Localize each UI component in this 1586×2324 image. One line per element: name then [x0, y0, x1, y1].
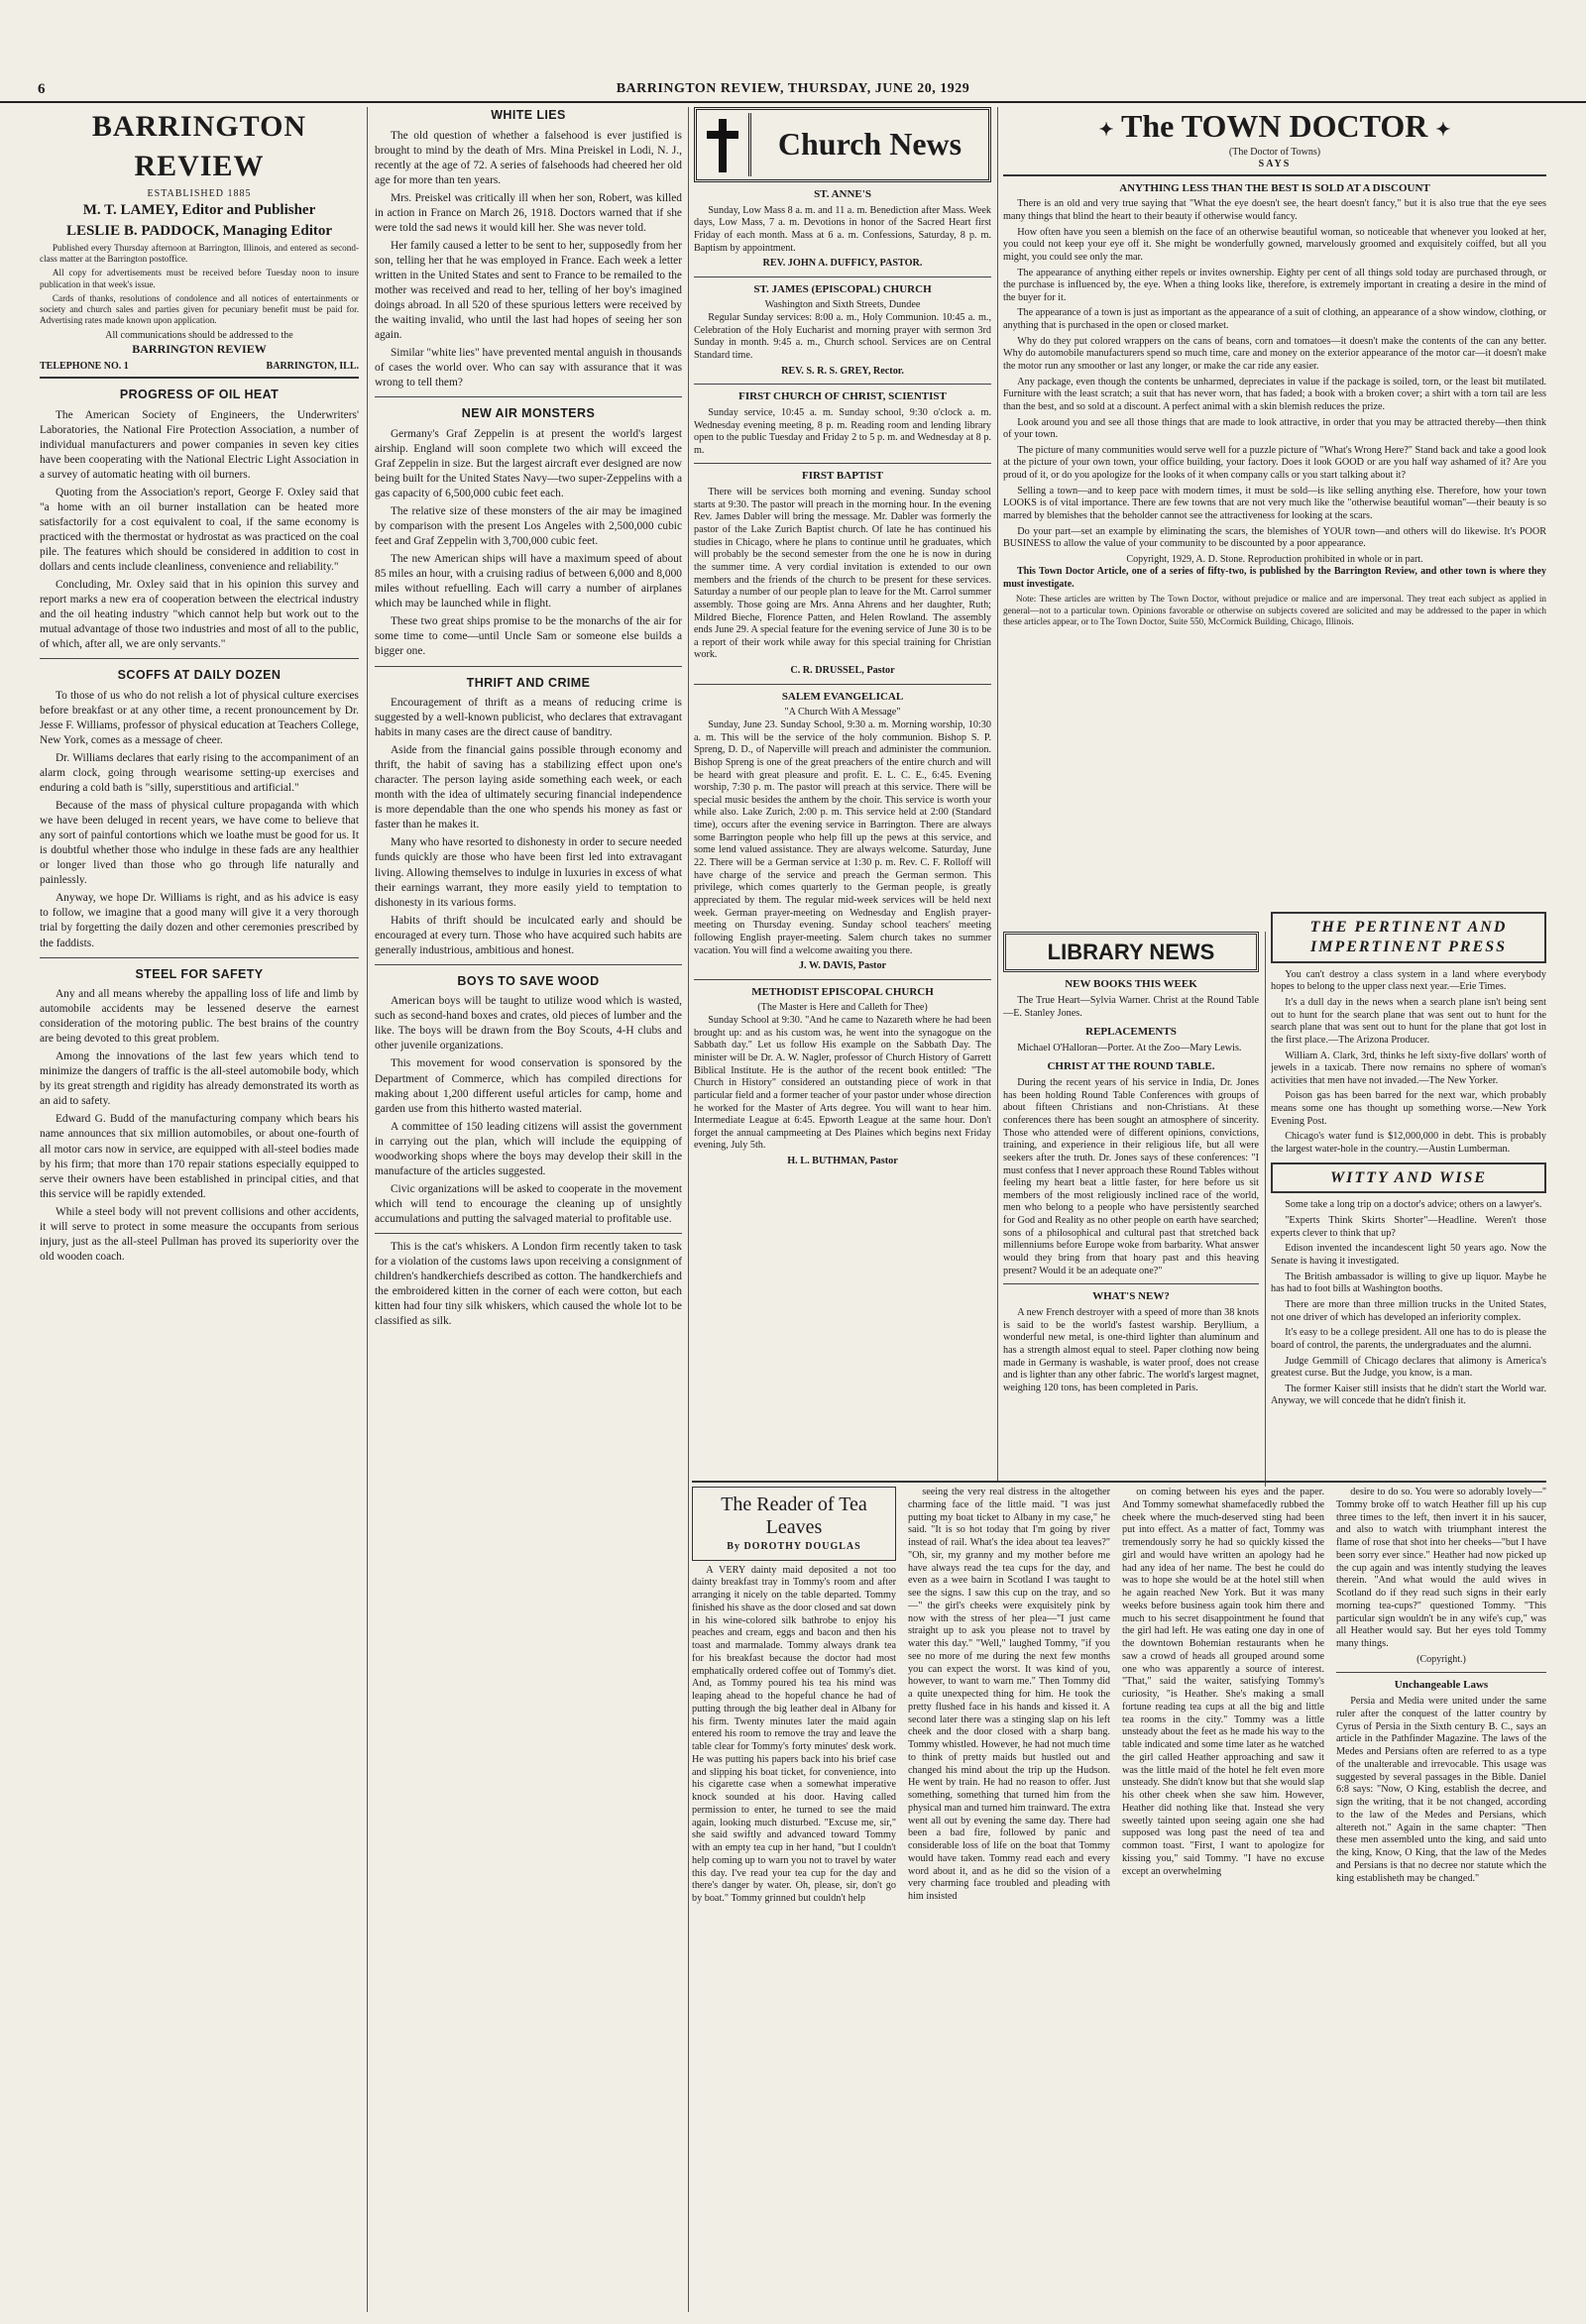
st-annes-head: ST. ANNE'S [814, 188, 871, 200]
town-doctor-title: The TOWN DOCTOR [1121, 108, 1428, 144]
white-lies-p4: Similar "white lies" have prevented mental anguish in thousands of cases the world over. Who can say with assurance that it was wrong to tell them? [375, 347, 682, 389]
boys-wood-p3: A committee of 150 leading citizens will assist the government in carrying out the plan, which will include the equipping of woodworking shops where the boys may develop their skill in the manufacture of the articles suggested. [375, 1120, 682, 1177]
air-monsters-title: NEW AIR MONSTERS [461, 406, 596, 421]
st-james-head: ST. JAMES (EPISCOPAL) CHURCH [753, 282, 932, 295]
methodist-sub: (The Master is Here and Calleth for Thee) [757, 1002, 928, 1014]
witty-p6: It's easy to be a college president. All one has to do is please the board of control, the parents, the undergraduates and the alumni. [1271, 1327, 1546, 1351]
tea-byline: By DOROTHY DOUGLAS [727, 1541, 861, 1552]
masthead-cards: Cards of thanks, resolutions of condolence and all notices of entertainments or society and church sales and parties given for pecuniary benefit must be paid for. Advertising rates made known upon application. [40, 292, 359, 326]
thrift-p2: Aside from the financial gains possible through economy and thrift, the habit of saving has a stabilizing effect upon one's character. The person laying aside something each week, or each month with the idea of ultimately securing financial independence is more dependable than the one who spends his money as fast or faster than he makes it. [375, 744, 682, 831]
library-news [1003, 932, 1259, 1487]
divider [40, 957, 359, 958]
column-rule [1265, 932, 1266, 1487]
baptist-head: FIRST BAPTIST [801, 470, 884, 483]
witty-p1: Some take a long trip on a doctor's advice; others on a lawyer's. [1285, 1199, 1542, 1211]
whats-new-head: WHAT'S NEW? [1092, 1290, 1170, 1303]
witty-p3: Edison invented the incandescent light 50 years ago. Now the Senate is having it investigated. [1271, 1243, 1546, 1268]
library-books: The True Heart—Sylvia Warner. Christ at the Round Table—E. Stanley Jones. [1003, 994, 1259, 1019]
salem-head: SALEM EVANGELICAL [781, 690, 904, 703]
church-news-box [694, 107, 991, 182]
town-doctor-article [1003, 107, 1546, 949]
town-doctor-p3: The appearance of anything either repels or invites ownership. Eighty per cent of all things sold today are purchased through, or the purchase is influenced by, the eye. When a thing looks like, therefore, is extremely important in creating a desire in the mind of the buyer for it. [1003, 267, 1546, 303]
tea-title-box [692, 1487, 896, 1561]
whats-new-body: A new French destroyer with a speed of more than 38 knots is said to be the world's fastest warship. Beryllium, a wonderful new metal, is one-third lighter than aluminum and has a strength almost equal to steel. Paper clothing now being made in Germany is washable, is water proof, does not crease and is lighter than any other fabric. The world's largest magnet, weighing 120 tons, has been completed in Paris. [1003, 1306, 1259, 1393]
salem-body: Sunday, June 23. Sunday School, 9:30 a. m. Morning worship, 10:30 a. m. This will be the service of the holy communion. Bishop S. P. Spreng, D. D., of Naperville will preach and administer the communion. Bishop Spreng is one of the great preachers of the entire church and will be heard with great pleasure and profit. E. L. C. E., 6:45. Evening worship, 7:30 p. m. The pastor will preach at this service. There will be special music besides the anthem by the choir. This service is worth your while also. Lake Zurich, 2:00 p. m. This service held at 2:00 (Standard time), occurs after the evening service in Barrington. There are always some Barrington people who help fill up the pews at this service, and some lend valued assistance. They are always welcome. Saturday, June 22. There will be a German service at 1:30 p. m. Rev. C. F. Rolloff will have charge of the service and preach the German sermon. This privilege, which comes quarterly to the German people, is greatly appreciated by them. The regular mid-week services will be held next week. German prayer-meeting on Wednesday and English prayer-meeting on Thursday evening. Sunday school teachers' meeting following English prayer-meeting. Salem church takes no summer vacation. You will find a welcome awaiting you there. [694, 719, 991, 956]
column-2 [375, 107, 682, 2312]
town-doctor-series: This Town Doctor Article, one of a series of fifty-two, is published by the Barrington Review, and other town is where they must investigate. [1003, 566, 1546, 590]
town-doctor-p9: Selling a town—and to keep pace with modern times, it must be sold—is like selling anything else. Therefore, how your town LOOKS is of vital importance. There are few towns that are not very much like the "otherwise beautiful woman"—their beauty is so marred by blemishes that the beholder cannot see the attractiveness for looking at the scars. [1003, 485, 1546, 522]
salem-pastor: J. W. DAVIS, Pastor [798, 960, 887, 972]
masthead-notice: Published every Thursday afternoon at Barrington, Illinois, and entered as second-class matter at the Barrington postoffice. [40, 242, 359, 265]
tea-leaves-story [692, 1487, 1546, 2312]
divider [375, 964, 682, 965]
steel-p2: Among the innovations of the last few years which tend to minimize the dangers of traffic is the all-steel automobile body, which by its great strength and rigidity has already demonstrated its worth as an aid to safety. [40, 1051, 359, 1108]
page-header [0, 81, 1586, 103]
masthead-phone: TELEPHONE NO. 1 [40, 360, 129, 372]
town-doctor-p10: Do your part—set an example by eliminating the scars, the blemishes of YOUR town—and others will do likewise. It's POOR BUSINESS to allow the value of your community to be discounted by a poor appearance. [1003, 525, 1546, 550]
thrift-title: THRIFT AND CRIME [466, 675, 591, 690]
oil-heat-p3: Concluding, Mr. Oxley said that in his opinion this survey and report marks a new era of cooperation between the electrical industry and the oil heating industry "which cannot help but work out to the mutual advantage of those two industries and most of all to the public, of which, after all, we are only servants." [40, 579, 359, 651]
column-3-church [694, 107, 991, 1483]
divider [692, 1481, 1546, 1483]
page-header-text: BARRINGTON REVIEW, THURSDAY, JUNE 20, 1929 [616, 81, 970, 96]
tea-c2: seeing the very real distress in the altogether charming face of the little maid. "I was just putting my boat ticket to Albany in my case," he said. "It is so hot today that I'm going by river instead of rail. What's the idea about tea leaves?" "Oh, sir, my granny and my mother before me have always read the tea cups for the day, and even as a wee bairn in Scotland I was taught to see the signs. I saw this cup on the tray, and so—" the girl's cheeks were exquisitely pink by now with the stress of her plea—"I just came straight up to ask you please not to travel by water this day." "Well," laughed Tommy, "if you see no more of me during the next few months you can expect the worst. It was kind of you, however, to want to warn me." Then Tommy did a quite unexpected thing for him. He took the pretty flushed face in his hands and kissed it. A second later there was a stinging slap on his left cheek and the door closed with a sharp bang. Tommy whistled. However, he had not much time to think of pretty maids but hustled out and changed his mind about the trip up the Hudson. He went by train. He had no reason to offer. Just something, something that turned him from the physical man and turned him trainward. The extra went all out by evening the same day. There had been a bad fire, followed by panic and considerable loss of life on the boat that Tommy would have taken. Tommy read each and every word about it, and as he did so the vision of a very charming face troubled and pleading with him insisted [908, 1487, 1110, 1902]
masthead-title: BARRINGTON REVIEW [91, 110, 307, 182]
st-james-rector: REV. S. R. S. GREY, Rector. [781, 365, 904, 377]
column-rule [688, 107, 689, 2312]
baptist-pastor: C. R. DRUSSEL, Pastor [790, 665, 895, 677]
tea-column-1 [692, 1487, 896, 2312]
tea-title: The Reader of Tea Leaves [721, 1494, 867, 1538]
pertinent-p3: William A. Clark, 3rd, thinks he left sixty-five dollars' worth of jewels in a taxicab. There now remains no sphere of woman's activities that men have not invaded.—The New Yorker. [1271, 1050, 1546, 1086]
library-christ-head: CHRIST AT THE ROUND TABLE. [1047, 1060, 1215, 1073]
air-monsters-p4: These two great ships promise to be the monarchs of the air for some time to come—until Uncle Sam or someone else builds a bigger one. [375, 615, 682, 658]
witty-p4: The British ambassador is willing to give up liquor. Maybe he has had to foot bills at Washington booths. [1271, 1271, 1546, 1295]
witty-p7: Judge Gemmill of Chicago declares that alimony is America's greatest curse. But the Judge, you know, is a man. [1271, 1355, 1546, 1380]
tea-column-4 [1336, 1487, 1546, 2312]
methodist-pastor: H. L. BUTHMAN, Pastor [787, 1156, 898, 1167]
st-annes-pastor: REV. JOHN A. DUFFICY, PASTOR. [762, 258, 923, 270]
pertinent-p1: You can't destroy a class system in a land where everybody hopes to belong to the upper class next year.—Erie Times. [1271, 968, 1546, 993]
scoffs-p3: Because of the mass of physical culture propaganda with which we have been deluged in recent years, we have come to believe that any sort of painful contortions which we loathe must be good for us. It is doubtful whether those who indulge in these fads are any healthier or longer lived than those who go through life naturally and painlessly. [40, 800, 359, 887]
town-doctor-p5: Why do they put colored wrappers on the cans of beans, corn and tomatoes—it doesn't make the contents of the can any better. Why do automobile manufacturers spend so much time, care and money on the exterior appearance of the motor car—it doesn't make the motor run any smoother or last any longer, or make the car ride any easier. [1003, 335, 1546, 372]
masthead-address-line: All communications should be addressed to the [105, 329, 293, 341]
town-doctor-p7: Look around you and see all those things that are made to look attractive, in order that you may be attracted thereby—then think of your town. [1003, 416, 1546, 441]
pertinent-title: THE PERTINENT AND IMPERTINENT PRESS [1271, 912, 1546, 963]
masthead-city: BARRINGTON, ILL. [266, 360, 359, 372]
divider [375, 396, 682, 397]
divider [375, 1233, 682, 1234]
steel-p1: Any and all means whereby the appalling loss of life and limb by automobile accidents may be lessened deserve the earnest consideration of the motoring public. The best brains of the country are being devoted to this great problem. [40, 988, 359, 1046]
baptist-body: There will be services both morning and evening. Sunday school starts at 9:30. The pastor will preach in the morning hour. In the evening Rev. James Dabler will bring the message. Mr. Dabler was formerly the pastor of the Lake Zurich Baptist church. Of late he has continued his studies in Chicago, where he plans to continue until he graduates, which will probably be the second semester from the one he is now in during the summer time. A very cordial invitation is extended to our own members and the friends of the church to be present for these services. Saturday a number of our people plan to leave for the Mt. Carrol summer assembly. Those going are Mrs. Anna Ahrens and her daughter, Ruth; Mildred Bieche, Florence Patten, and Helen Rowland. The assembly ends June 29. A special feature for the evening service of June 30 is to be a report of their work while away for this special training for Christian work. [694, 487, 991, 661]
witty-p5: There are more than three million trucks in the United States, not one driver of which has developed an inferiority complex. [1271, 1298, 1546, 1323]
pertinent-p5: Chicago's water fund is $12,000,000 in debt. This is probably the largest water-hole in the country.—Austin Lumberman. [1271, 1131, 1546, 1155]
masthead-editor: M. T. LAMEY, Editor and Publisher [82, 202, 316, 219]
witty-p2: "Experts Think Skirts Shorter"—Headline. Weren't those experts clever to think that up? [1271, 1215, 1546, 1239]
divider [694, 684, 991, 685]
white-lies-p1: The old question of whether a falsehood is ever justified is brought to mind by the death of Mrs. Mina Preiskel in Lodi, N. J., recently at the age of 72. A series of falsehoods had cheered her old age for more than ten years. [375, 129, 682, 186]
steel-title: STEEL FOR SAFETY [135, 966, 264, 981]
air-monsters-p3: The new American ships will have a maximum speed of about 85 miles an hour, with a cruising radius of between 6,000 and 8,000 miles without refuelling. Each will carry a number of airplanes which may be launched while in flight. [375, 553, 682, 610]
town-doctor-p2: How often have you seen a blemish on the face of an otherwise beautiful woman, so noticeable that whenever you looked at her, you could not keep your eye off it. She might be wonderfully gowned, marvelously groomed and exquisitely coiffed, but all you might, you could see only the mar. [1003, 226, 1546, 263]
divider [375, 666, 682, 667]
town-doctor-note: Note: These articles are written by The Town Doctor, without prejudice or malice and are impersonal. They treat each subject as applied in general—not to a particular town. Opinions favorable or otherwise on subjects covered are solicited and may be addressed to the paper in which these articles appear, or to The Town Doctor, Suite 550, McCormick Building, Chicago, Illinois. [1003, 594, 1546, 626]
masthead [40, 107, 359, 379]
white-lies-p2: Mrs. Preiskel was critically ill when her son, Robert, was killed in action in France on March 26, 1918. Doctors warned that if she were told the sad news it would kill her. She was never told. [375, 191, 682, 234]
masthead-address-name: BARRINGTON REVIEW [132, 342, 267, 356]
white-lies-title: WHITE LIES [491, 108, 566, 122]
tea-column-3 [1122, 1487, 1324, 2312]
library-replacements-head: REPLACEMENTS [1085, 1026, 1177, 1039]
town-doctor-header: ✦ The TOWN DOCTOR ✦ (The Doctor of Towns) SAYS [1003, 107, 1546, 176]
page-number: 6 [38, 81, 46, 97]
white-lies-p3: Her family caused a letter to be sent to her, supposedly from her son, telling her that he was employed in France. Each week a letter written in the United States and sent to France to be remailed to the mother was received and read to her, telling of her boy's imagined doings abroad. In all 520 of these spurious letters were received by the waiting invalid, who until the last had hopes of seeing her son again. [375, 239, 682, 342]
laws-body: Persia and Media were united under the same ruler after the conquest of the latter country by Cyrus of Persia in the Sixth century B. C., says an article in the Pathfinder Magazine. The laws of the Medes and Persians often are referred to as a type of the unalterable and irrevocable. This usage was suggested by several passages in the Bible. Daniel 6:8 says: "Now, O King, establish the decree, and sign the writing, that it be not changed, according to the law of the Medes and Persians, which altereth not." Again in the same chapter: "Then these men assembled unto the king, and said unto the king, Know, O King, that the law of the Medes and Persians is that no decree nor statute which the king establisheth may be changed." [1336, 1696, 1546, 1884]
air-monsters-p2: The relative size of these monsters of the air may be imagined by comparison with the present Los Angeles with 2,500,000 cubic feet and Graf Zeppelin with 3,700,000 cubic feet. [375, 505, 682, 548]
town-doctor-headline: ANYTHING LESS THAN THE BEST IS SOLD AT A DISCOUNT [1119, 181, 1430, 194]
town-doctor-p8: The picture of many communities would serve well for a puzzle picture of "What's Wrong Here?" Stand back and take a good look at the picture of your own town, your office building, your factory. Does it look GOOD or are you half way ashamed of it? Are you proud of it, or do you apologize for the looks of it when company calls or you start talking about it? [1003, 444, 1546, 482]
column-rule [997, 107, 998, 1483]
tea-copyright: (Copyright.) [1416, 1653, 1466, 1665]
methodist-head: METHODIST EPISCOPAL CHURCH [751, 985, 934, 998]
christ-sci-body: Sunday service, 10:45 a. m. Sunday school, 9:30 o'clock a. m. Wednesday evening meeting, 8 p. m. Reading room and lending library open to the public Tuesday and Friday 2 to 5 p. m. and Wednesday at 8 p. m. [694, 406, 991, 456]
thrift-p1: Encouragement of thrift as a means of reducing crime is suggested by a well-known publicist, who declares that extravagant habits in many cases are the direct cause of banditry. [375, 697, 682, 739]
town-doctor-says: SAYS [1258, 159, 1292, 170]
methodist-body: Sunday School at 9:30. "And he came to Nazareth where he had been brought up: and as his custom was, he went into the synagogue on the Sabbath day." Let us follow His example on the Sabbath Day. The minister will be Dr. A. W. Nagler, professor of Church History of Garrett Biblical Institute. He is the author of the recent book entitled: "The Church in History" considered an outstanding piece of work in that particular field and a former teacher of your pastor under whose direction he worked for the Master of Arts degree. You will want to hear him. Intermediate League at 6:45. Epworth League at the same hour. Don't forget the annual campmeeting at Des Plaines which begins next Friday evening, July 5th. [694, 1015, 991, 1152]
tea-c3: on coming between his eyes and the paper. And Tommy somewhat shamefacedly rubbed the cheek where the much-deserved sting had been put into effect. As a matter of fact, Tommy was tremendously sorry he had so quickly kissed the girl and would have written an apology had he had any idea of her name. The best he could do was to hope she would be at the hotel still when he again reached New York. But it was many weeks before business again took him there and much to his secret disappointment he found that the girl had left. He was eating one day in one of the downtown Bohemian restaurants when he saw a crowd of heads all grouped around some one who was apparently a source of interest. "That," said the waiter, satisfying Tommy's curiosity, "is Heather. She's making a small fortune reading tea cups at all the big and little tea rooms in the city." Tommy was a little unsteady about the feet as he made his way to the table indicated and some time later as he watched the girl called Heather approaching and saw it was the little maid of the hotel he felt even more unsteady. She didn't know but that she would slap his other cheek when she saw him. However, Heather did nothing like that. Instead she very sweetly tainted upon seeing again one she had supposed was long past the need of tea and common toast. "First, I want to apologize for kissing you," said Tommy. "I have no excuse except an overwhelming [1122, 1487, 1324, 1877]
witty-p8: The former Kaiser still insists that he didn't start the World war. Anyway, we will concede that he didn't finish it. [1271, 1383, 1546, 1407]
laws-head: Unchangeable Laws [1394, 1679, 1489, 1692]
column-rule [367, 107, 368, 2312]
scoffs-title: SCOFFS AT DAILY DOZEN [117, 668, 282, 683]
salem-sub: "A Church With A Message" [784, 707, 901, 719]
st-james-body: Regular Sunday services: 8:00 a. m., Holy Communion. 10:45 a. m., Celebration of the Holy Eucharist and morning prayer with sermon 3rd Sunday in month. 9:45 a. m., Church school. Services are on Central Standard time. [694, 312, 991, 362]
library-news-title: LIBRARY NEWS [1003, 932, 1259, 972]
tea-c1: A VERY dainty maid deposited a not too dainty breakfast tray in Tommy's room and after arranging it nicely on the table departed. Tommy finished his shave as the door closed and sat down in his wine-colored silk bathrobe to enjoy his peaches and cream, eggs and bacon and then his toast and marmalade. Tommy always drank tea for his breakfast because the doctor had most emphatically ordered coffee out of Tommy's diet. And, as Tommy poured his tea his mind was leaping ahead to the hopeful chance he had of putting through the big leather deal in Albany for his firm. Twenty minutes later the maid again entered his room to remove the tray and leave the table clear for Tommy's forty minutes' desk work. He was putting his papers back into his brief case and slipping his boat ticket, for convenience, into his cigarette case when a somewhat imperative knock sounded at his door. Having called permission to enter, he turned to see the maid again, looking much disturbed. "Excuse me, sir," she said swiftly and advanced toward Tommy with an empty tea cup in her hand, "but I couldn't help coming up to warn you not to travel by water this day. I've read your tea cup for the day and there's danger by water. Oh, please, sir, don't go by boat." Tommy grinned but couldn't help [692, 1564, 896, 1904]
divider [40, 658, 359, 659]
scoffs-p1: To those of us who do not relish a lot of physical culture exercises before breakfast or at any other time, a recent pronouncement by Dr. Jesse F. Williams, professor of physical education at Teachers College, New York, comes as a message of cheer. [40, 689, 359, 746]
christ-sci-head: FIRST CHURCH OF CHRIST, SCIENTIST [738, 390, 947, 403]
divider [1003, 1283, 1259, 1284]
scoffs-p2: Dr. Williams declares that early rising to the accompaniment of an alarm clock, going through wearisome setting-up exercises and enduring a cold bath is "silly, superstitious and artificial." [40, 751, 359, 795]
cats-whiskers-p1: This is the cat's whiskers. A London firm recently taken to task for a violation of the customs laws upon receiving a consignment of children's handkerchiefs described as cotton. The handkerchiefs and the embroidered kitten in the corner of each were cotton, but each kitten had four tiny silk whiskers, which caused the whole lot to be classified as silk. [375, 1241, 682, 1328]
witty-title: WITTY AND WISE [1271, 1162, 1546, 1194]
oil-heat-p1: The American Society of Engineers, the Underwriters' Laboratories, the National Fire Protection Association, a number of individual manufacturers and power companies in seven key cities have been cooperating with the National Electric Light Association in a survey of automatic heating with oil burners. [40, 408, 359, 481]
church-news-title: Church News [777, 126, 963, 163]
thrift-p4: Habits of thrift should be inculcated early and should be encouraged at every turn. Those who have acquired such habits are generally industrious, ambitious and honest. [375, 914, 682, 956]
library-christ: During the recent years of his service in India, Dr. Jones has been holding Round Table Conferences with groups of about fifteen Christians and non-Christians. At these conferences there has been sought an atmosphere of sincerity. Those who attended were of different opinions, convictions, training, and experience in their religious life, but all were seekers after the truth. Dr. Jones says of these conferences: "I must confess that I never approach these Round Tables without feeling my heart beat a little faster, for here before us sit members of the most religiously inclined race of the world, men who belong to a people who have persistently searched for God and Reality as no other people on earth have searched; sons of a philosophical and cultural past that stretched back millenniums before Europe woke from barbarity. What answer would they bring from that hoary past and this heaving present? Would it be an adequate one?" [1003, 1077, 1259, 1276]
town-doctor-copyright: Copyright, 1929, A. D. Stone. Reproduction prohibited in whole or in part. [1126, 553, 1423, 565]
column-1 [40, 107, 359, 2312]
masthead-copy: All copy for advertisements must be received before Tuesday noon to insure publication in that week's issue. [40, 268, 359, 289]
tea-column-2 [908, 1487, 1110, 2312]
boys-wood-p1: American boys will be taught to utilize wood which is wasted, such as second-hand boxes and crates, old pieces of lumber and the like. The boys will be drawn from the Boy Scouts, 4-H clubs and other juvenile organizations. [375, 995, 682, 1052]
steel-p4: While a steel body will not prevent collisions and other accidents, it will serve to protect in some measure the occupants from serious injury, just as the all-steel Pullman has proved its superiority over the old wooden coach. [40, 1205, 359, 1263]
oil-heat-p2: Quoting from the Association's report, George F. Oxley said that "a home with an oil burner installation can be heated more satisfactorily for a cost equivalent to coal, if the same economy is practiced with the thermostat or hydrostat as was practiced on the coal pile. The features which should be considered in addition to cost in dollars and cents include cleanliness, convenience and reliability." [40, 486, 359, 573]
masthead-managing-editor: LESLIE B. PADDOCK, Managing Editor [65, 223, 333, 240]
cross-icon [697, 113, 751, 176]
divider [694, 979, 991, 980]
town-doctor-sub: (The Doctor of Towns) [1228, 146, 1321, 158]
thrift-p3: Many who have resorted to dishonesty in order to secure needed funds quickly are those who have been first led into extravagant living. Allowing themselves to indulge in luxuries in excess of what their earnings warrant, they more easily yield to temptation to dishonesty in its various forms. [375, 836, 682, 909]
air-monsters-p1: Germany's Graf Zeppelin is at present the world's largest airship. England will soon complete two which will exceed the Graf Zeppelin in size. But the largest aircraft ever designed are now being built for the United States Navy—two super-Zeppelins with a gas capacity of 6,500,000 cubic feet each. [375, 427, 682, 499]
pertinent-p4: Poison gas has been barred for the next war, which probably means some one has thought up something worse.—New York Evening Post. [1271, 1090, 1546, 1127]
library-replacements: Michael O'Halloran—Porter. At the Zoo—Mary Lewis. [1017, 1042, 1242, 1053]
oil-heat-title: PROGRESS OF OIL HEAT [119, 387, 280, 402]
masthead-address [40, 360, 359, 373]
divider [694, 463, 991, 464]
pertinent-p2: It's a dull day in the news when a search plane isn't being sent out to hunt for the search plane that was sent out to hunt for the search plane that was sent out to hunt for the plane that got lost in the first place.—The Arizona Producer. [1271, 996, 1546, 1046]
boys-wood-p2: This movement for wood conservation is sponsored by the Department of Commerce, which has compiled directions for making about 1,200 different useful articles for camp, home and garden use from this hitherto wasted material. [375, 1057, 682, 1115]
boys-wood-p4: Civic organizations will be asked to cooperate in the movement which will tend to encourage the cleaning up of unsightly accumulations and putting the salvaged material to profitable use. [375, 1182, 682, 1225]
tea-c4: desire to do so. You were so adorably lovely—" Tommy broke off to watch Heather fill up his cup three times to the left, then invert it in his saucer, and also to watch with triumphant interest the flame of rose that shot into her cheeks—"but I have been sorry ever since." Heather had now picked up the cup again and was intently studying the leaves therein. "And what would the auld wives in Scotland do if they read such signs in their early morning tea-cups?" questioned Tommy. "This particular sign wouldn't be in any wife's cup," was all Heather would say. But her eyes told Tommy many things. [1336, 1487, 1546, 1649]
st-annes-body: Sunday, Low Mass 8 a. m. and 11 a. m. Benediction after Mass. Week days, Low Mass, 7 a. m. Devotions in honor of the Sacred Heart first Friday of each month. Mass at 6 a. m. Confessions, Saturday, 8 p. m. Baptism by appointment. [694, 204, 991, 254]
pertinent-witty [1271, 912, 1546, 1487]
town-doctor-p6: Any package, even though the contents be unharmed, depreciates in value if the package is soiled, torn, or the least bit mutilated. Furniture with the least scratch; a suit that has never worn, that has faded; a book with a broken cover; a shirt with a torn tail are less than the best, and so sold at a discount. A perfect animal with a skin blemish reduces the prize. [1003, 376, 1546, 412]
masthead-established: ESTABLISHED 1885 [147, 188, 252, 200]
steel-p3: Edward G. Budd of the manufacturing company which bears his name announces that six million automobiles, or about one-fourth of all motor cars now in service, are equipped with all-steel bodies made by his firm; that more than 170 repair stations especially equipped to serve their owners have been established in principal cities, and that this service will be rapidly extended. [40, 1113, 359, 1200]
st-james-sub: Washington and Sixth Streets, Dundee [764, 299, 921, 311]
library-books-head: NEW BOOKS THIS WEEK [1065, 978, 1197, 991]
divider [694, 384, 991, 385]
boys-wood-title: BOYS TO SAVE WOOD [457, 973, 600, 988]
town-doctor-p4: The appearance of a town is just as important as the appearance of a suit of clothing, an appearance of a show window, clothing, or anything that is purchased in the open or closed market. [1003, 307, 1546, 332]
divider [1336, 1672, 1546, 1673]
town-doctor-p1: There is an old and very true saying that "What the eye doesn't see, the heart doesn't fancy," but it is also true that the eye sees many things that blind the heart to their beauty if otherwise would fancy. [1003, 198, 1546, 222]
scoffs-p4: Anyway, we hope Dr. Williams is right, and as his advice is easy to follow, we imagine that a good many will give it a very thorough trial by forgetting the daily dozen and other ceremonies prescribed by the faddists. [40, 892, 359, 949]
